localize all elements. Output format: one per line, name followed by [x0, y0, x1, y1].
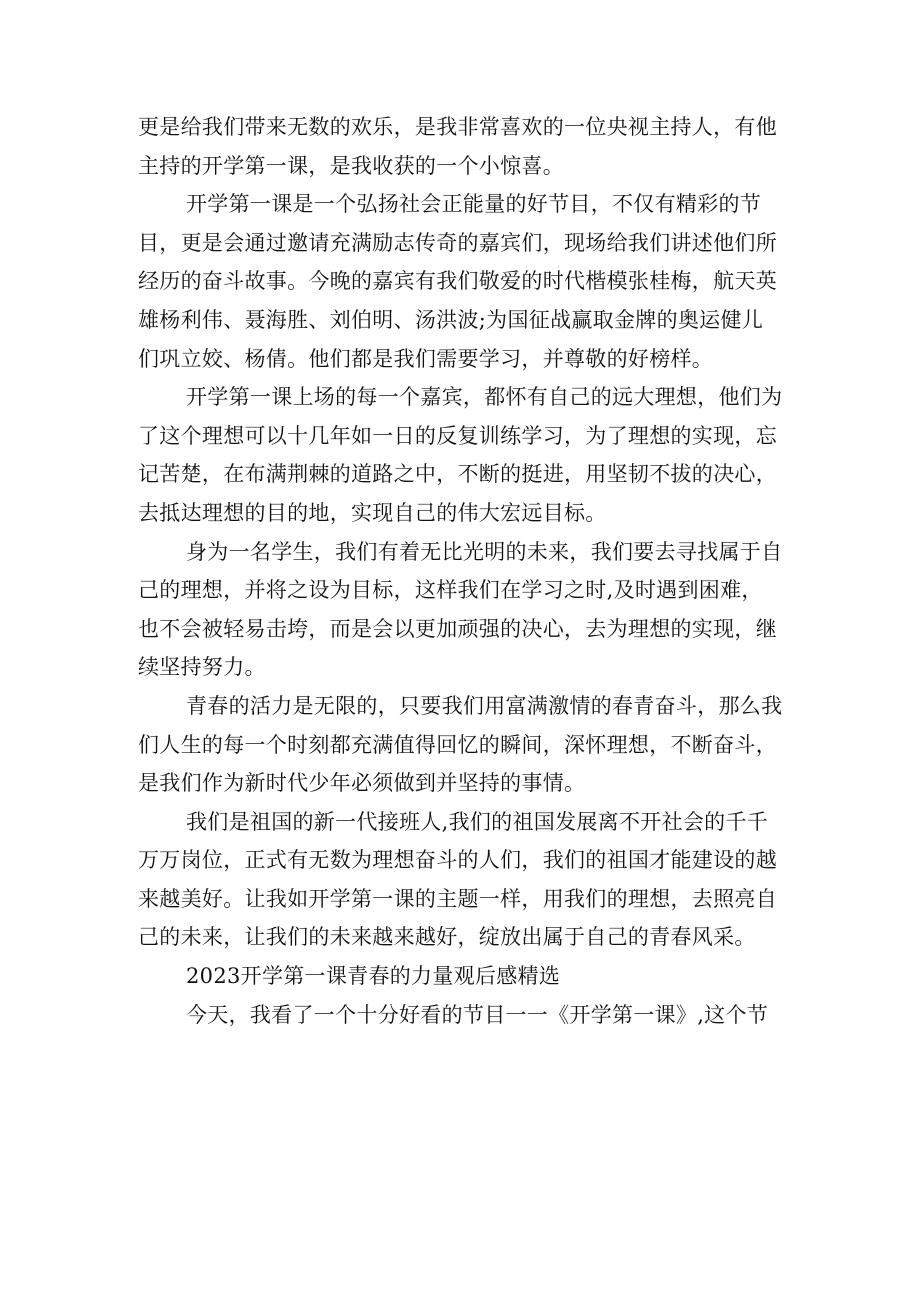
line-text: 是我们作为新时代少年必须做到并坚持的事情。: [138, 771, 586, 796]
line-text: 主持的开学第一课，是我收获的一个小惊喜。: [138, 153, 564, 178]
text-line: [138, 880, 778, 919]
line-text: 己的未来，让我们的未来越来越好，绽放出属于自己的青春风采。: [138, 925, 756, 950]
text-line: [138, 455, 778, 494]
line-text: 万万岗位，正式有无数为理想奋斗的人们，我们的祖国才能建设的越: [138, 848, 777, 873]
text-line: [138, 224, 778, 263]
line-text: 青春的活力是无限的，只要我们用富满激情的春青奋斗，那么我: [186, 693, 783, 718]
paragraph: [138, 687, 783, 803]
line-text: 了这个理想可以十几年如一日的反复训练学习，为了理想的实现，忘: [138, 423, 777, 448]
line-text: 今天，我看了一个十分好看的节目一一《开学第一课》,这个节: [186, 1002, 769, 1027]
text-line: [138, 996, 778, 1035]
text-line: [138, 841, 778, 880]
line-text: 记苦楚，在布满荆棘的道路之中，不断的挺进，用坚韧不拔的决心，: [138, 462, 777, 487]
document-body: [138, 108, 783, 1034]
text-line: [138, 533, 783, 572]
paragraph: [138, 378, 783, 532]
line-text: 开学第一课上场的每一个嘉宾，都怀有自己的远大理想，他们为: [186, 385, 783, 410]
line-text: 也不会被轻易击垮，而是会以更加顽强的决心，去为理想的实现，继: [138, 616, 777, 641]
text-line: [138, 108, 778, 147]
text-line: [138, 185, 778, 224]
text-line: [138, 147, 778, 186]
text-line: [138, 494, 778, 533]
line-text: 开学第一课是一个弘扬社会正能量的好节目，不仅有精彩的节: [186, 192, 762, 217]
text-line: [138, 957, 778, 996]
text-line: [138, 340, 778, 379]
paragraph: [138, 957, 778, 996]
line-text: 们人生的每一个时刻都充满值得回忆的瞬间，深怀理想，不断奋斗，: [138, 732, 777, 757]
line-text: 更是给我们带来无数的欢乐，是我非常喜欢的一位央视主持人，有他: [138, 115, 777, 139]
text-line: [138, 571, 778, 610]
text-line: [138, 726, 778, 765]
line-text: 己的理想，并将之设为目标，这样我们在学习之时,及时遇到困难，: [138, 578, 763, 603]
line-text: 经历的奋斗故事。今晚的嘉宾有我们敬爱的时代楷模张桂梅，航天英: [138, 269, 777, 294]
paragraph: [138, 185, 778, 378]
text-line: [138, 764, 778, 803]
text-line: [138, 262, 778, 301]
paragraph: [138, 108, 778, 185]
text-line: [138, 378, 783, 417]
text-line: [138, 417, 778, 456]
text-line: [138, 610, 778, 649]
line-text: 来越美好。让我如开学第一课的主题一样，用我们的理想，去照亮自: [138, 886, 777, 911]
paragraph: [138, 803, 778, 957]
line-text: 2023开学第一课青春的力量观后感精选: [186, 964, 561, 989]
line-text: 雄杨利伟、聂海胜、刘伯明、汤洪波;为国征战赢取金牌的奥运健儿: [138, 307, 764, 332]
line-text: 身为一名学生，我们有着无比光明的未来，我们要去寻找属于自: [186, 539, 783, 564]
line-text: 去抵达理想的目的地，实现自己的伟大宏远目标。: [138, 500, 607, 525]
text-line: [138, 803, 778, 842]
text-line: [138, 648, 778, 687]
line-text: 我们是祖国的新一代接班人,我们的祖国发展离不开社会的千千: [186, 809, 769, 834]
paragraph: [138, 996, 778, 1035]
text-line: [138, 918, 778, 957]
line-text: 们巩立姣、杨倩。他们都是我们需要学习，并尊敬的好榜样。: [138, 346, 714, 371]
line-text: 目，更是会通过邀请充满励志传奇的嘉宾们，现场给我们讲述他们所: [138, 230, 777, 255]
text-line: [138, 301, 778, 340]
paragraph: [138, 533, 783, 687]
line-text: 续坚持努力。: [138, 655, 266, 680]
text-line: [138, 687, 783, 726]
